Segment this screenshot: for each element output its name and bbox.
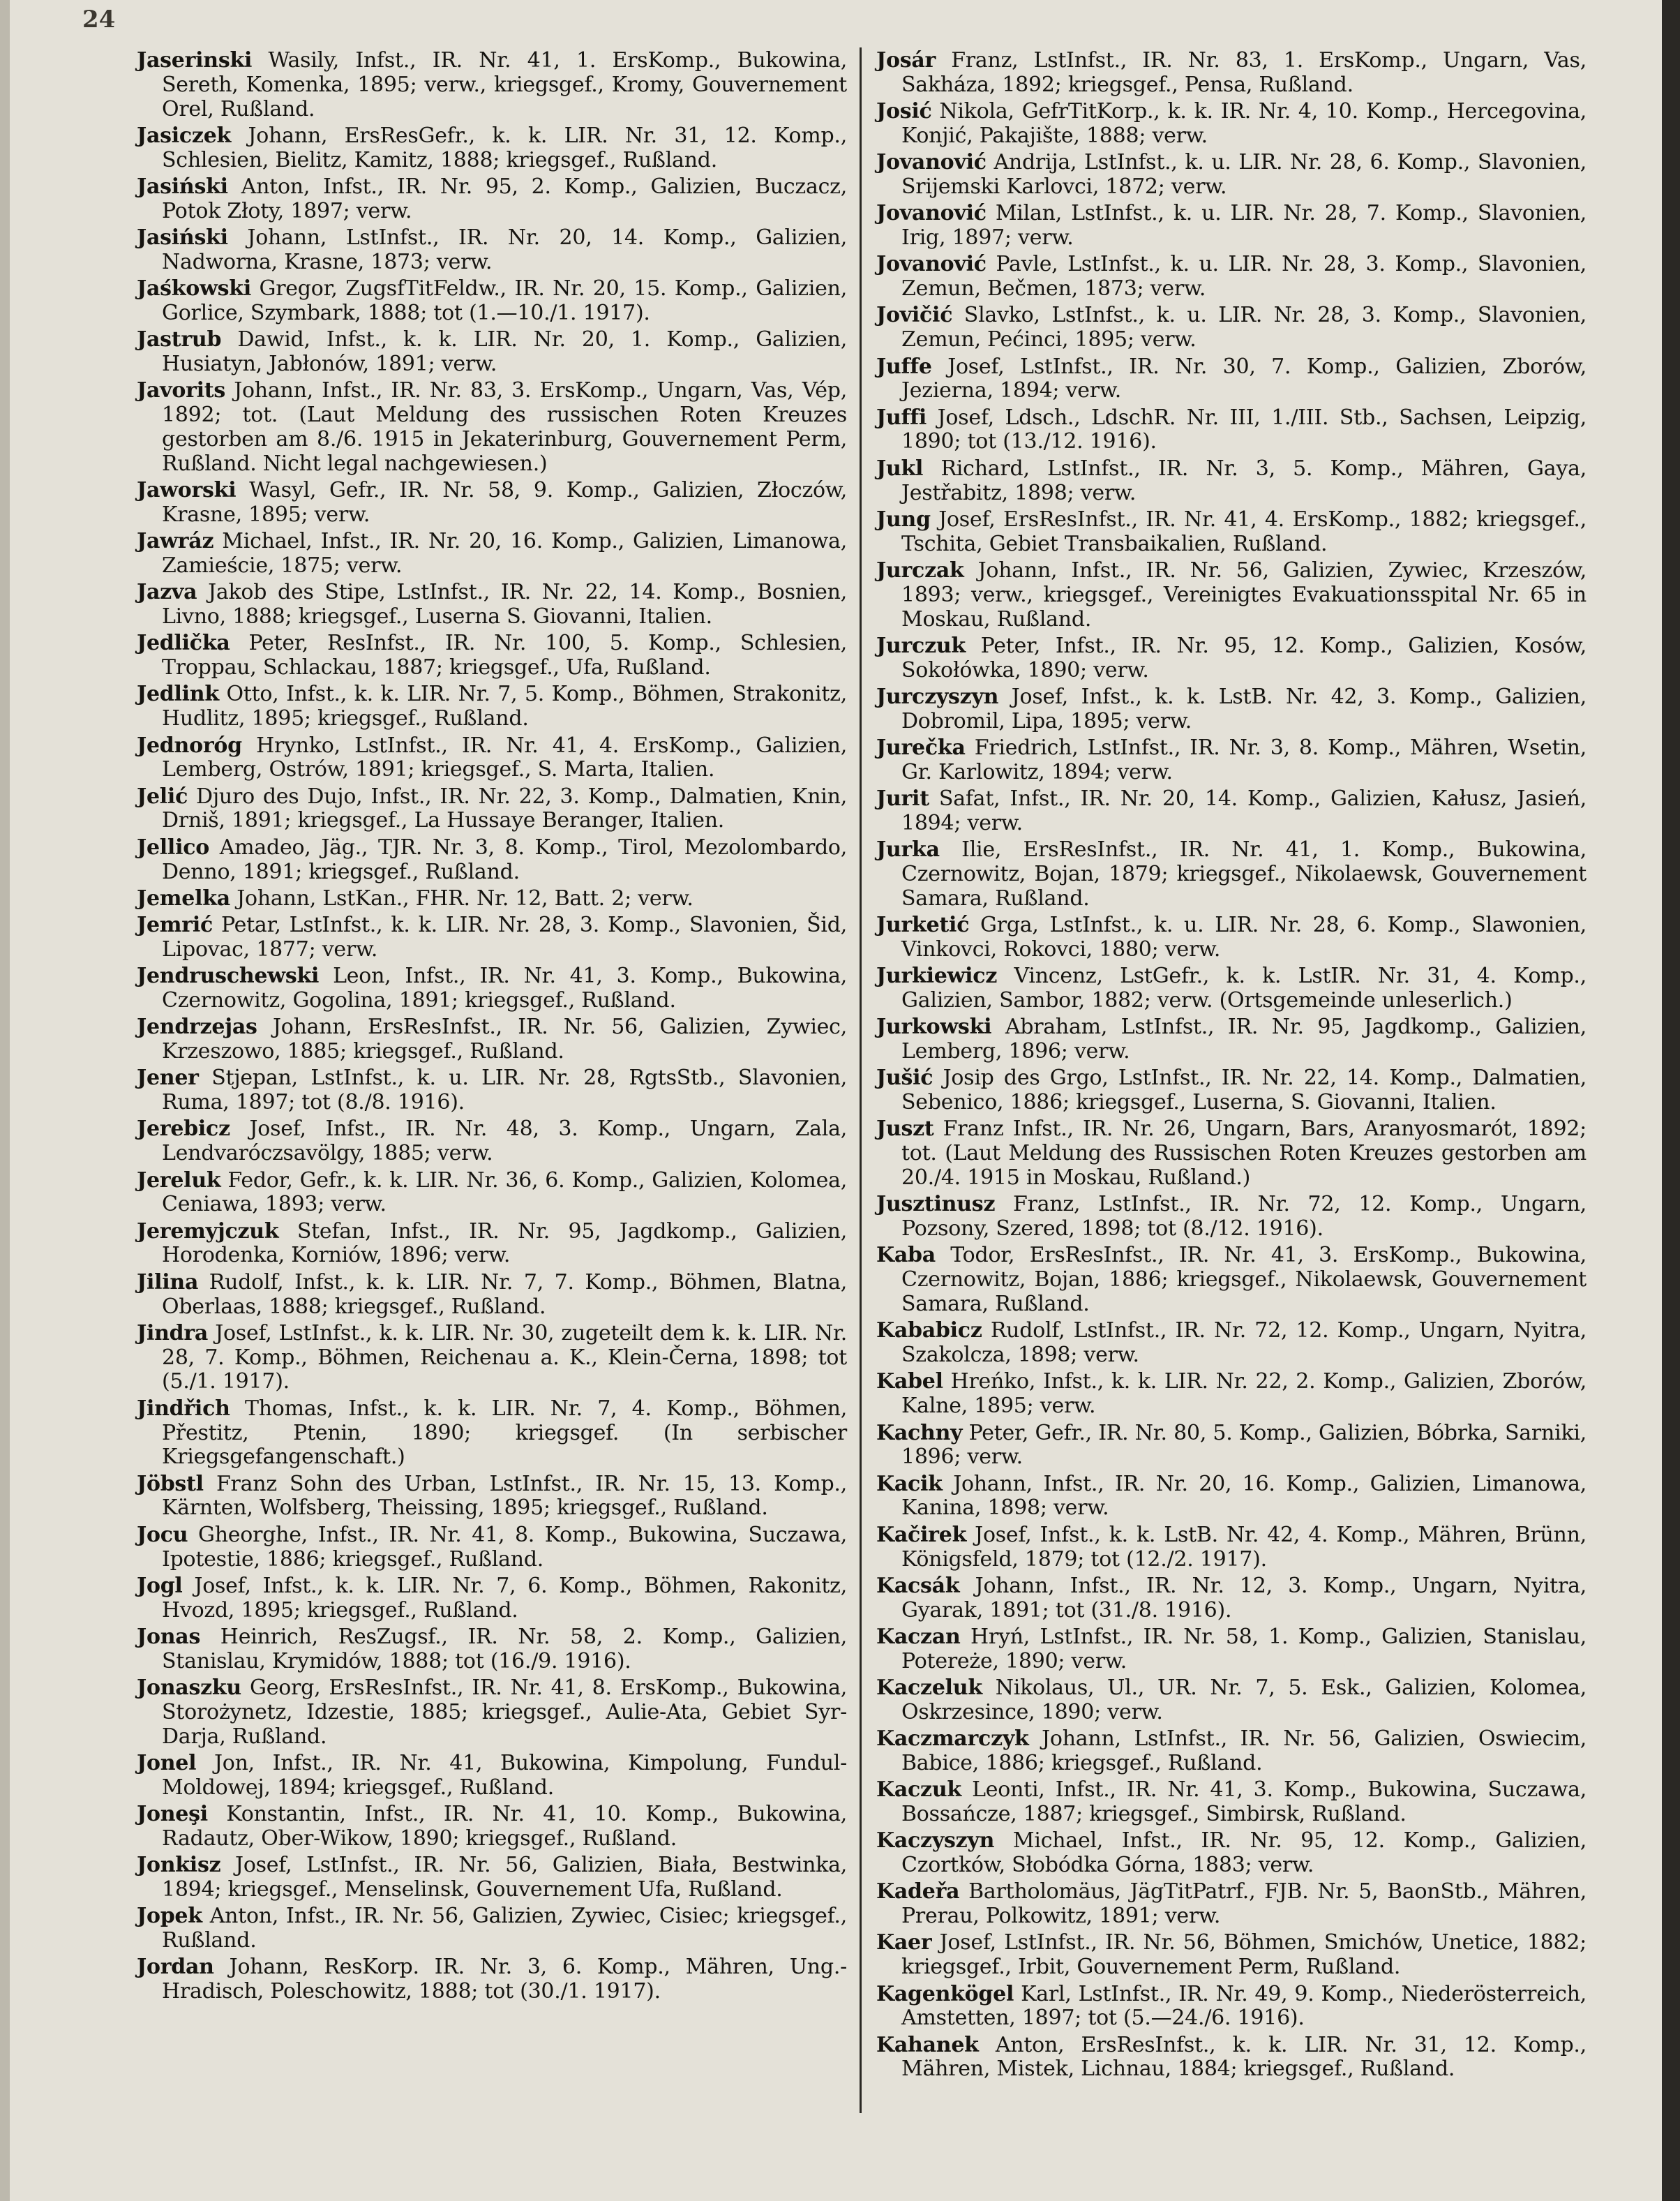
entry-surname: Jereluk — [137, 1167, 221, 1193]
entry-details: Petar, LstInfst., k. k. LIR. Nr. 28, 3. Komp., Slavonien, Šid, Lipovac, 1877; verw. — [162, 913, 847, 962]
entry-details: Johann, ErsResGefr., k. k. LIR. Nr. 31, 12. Komp., Schlesien, Bielitz, Kamitz, 1888; kriegsgef., Rußland. — [162, 123, 847, 172]
list-entry — [137, 836, 847, 885]
list-entry — [876, 559, 1587, 632]
list-entry — [137, 682, 847, 731]
entry-surname: Jurczak — [876, 558, 964, 583]
entry-details: Peter, Infst., IR. Nr. 95, 12. Komp., Galizien, Kosów, Sokołówka, 1890; verw. — [901, 633, 1587, 682]
entry-details: Thomas, Infst., k. k. LIR. Nr. 7, 4. Komp., Böhmen, Přestitz, Ptenin, 1890; kriegsgef. (In serbischer Kriegsgefangenschaft.) — [162, 1396, 847, 1470]
entry-surname: Kacsák — [876, 1573, 960, 1598]
entry-surname: Jaworski — [137, 478, 237, 503]
entry-details: Johann, LstInfst., IR. Nr. 20, 14. Komp., Galizien, Nadworna, Krasne, 1873; verw. — [162, 225, 847, 274]
entry-surname: Kačirek — [876, 1522, 967, 1547]
list-entry — [137, 328, 847, 377]
entry-surname: Jerebicz — [137, 1117, 230, 1142]
list-entry — [137, 581, 847, 629]
entry-surname: Jusztinusz — [876, 1192, 996, 1217]
list-entry — [137, 1752, 847, 1800]
entry-details: Johann, ResKorp. IR. Nr. 3, 6. Komp., Mähren, Ung.-Hradisch, Poleschowitz, 1888; tot (30./1. 1917). — [162, 1955, 847, 2004]
entry-surname: Jurečka — [876, 736, 966, 761]
list-entry — [876, 838, 1587, 911]
entry-surname: Jung — [876, 507, 931, 532]
entry-surname: Juffi — [876, 405, 927, 430]
column-divider — [860, 47, 862, 2113]
entry-details: Friedrich, LstInfst., IR. Nr. 3, 8. Komp., Mähren, Wsetin, Gr. Karlowitz, 1894; verw. — [901, 736, 1587, 784]
entry-details: Peter, ResInfst., IR. Nr. 100, 5. Komp., Schlesien, Troppau, Schlackau, 1887; kriegsgef., Ufa, Rußland. — [162, 631, 847, 680]
entry-surname: Jaśkowski — [137, 276, 251, 301]
list-entry — [137, 1676, 847, 1749]
entry-surname: Jurketić — [876, 913, 970, 938]
entry-details: Franz Sohn des Urban, LstInfst., IR. Nr. 15, 13. Komp., Kärnten, Wolfsberg, Theissing, 1895; kriegsgef., Rußland. — [162, 1471, 847, 1521]
list-entry — [137, 1803, 847, 1851]
entry-surname: Jurit — [876, 786, 929, 812]
list-entry — [137, 1625, 847, 1674]
entry-surname: Jeremyjczuk — [137, 1218, 279, 1244]
list-entry — [137, 1853, 847, 1902]
entry-details: Wasyl, Gefr., IR. Nr. 58, 9. Komp., Galizien, Złoczów, Krasne, 1895; verw. — [162, 478, 847, 527]
entry-surname: Jazva — [137, 580, 197, 605]
entry-details: Rudolf, LstInfst., IR. Nr. 72, 12. Komp., Ungarn, Nyitra, Szakolcza, 1898; verw. — [901, 1318, 1587, 1368]
list-entry — [137, 964, 847, 1013]
list-entry — [876, 304, 1587, 352]
entry-details: Konstantin, Infst., IR. Nr. 41, 10. Komp., Bukowina, Radautz, Ober-Wikow, 1890; kriegsgef., Rußland. — [162, 1801, 847, 1851]
list-entry — [876, 1880, 1587, 1929]
list-entry — [876, 1727, 1587, 1776]
list-entry — [876, 1523, 1587, 1572]
list-entry — [876, 2034, 1587, 2082]
entry-details: Abraham, LstInfst., IR. Nr. 95, Jagdkomp., Galizien, Lemberg, 1896; verw. — [901, 1015, 1587, 1064]
entry-details: Georg, ErsResInfst., IR. Nr. 41, 8. ErsKomp., Bukowina, Storożynetz, Idzestie, 1885; kriegsgef., Aulie-Ata, Gebiet Syr-Darja, Rußland. — [162, 1676, 847, 1749]
entry-surname: Jurkowski — [876, 1015, 992, 1040]
page-number: 24 — [82, 6, 116, 33]
entry-surname: Josár — [876, 48, 936, 73]
entry-surname: Jonel — [137, 1750, 197, 1775]
page-left-edge — [0, 0, 10, 2201]
list-entry — [137, 479, 847, 528]
entry-surname: Jurkiewicz — [876, 964, 998, 989]
entry-details: Milan, LstInfst., k. u. LIR. Nr. 28, 7. Komp., Slavonien, Irig, 1897; verw. — [901, 201, 1587, 251]
list-entry — [137, 785, 847, 834]
list-entry — [876, 1983, 1587, 2031]
list-entry — [137, 1955, 847, 2004]
entry-surname: Kaczyszyn — [876, 1828, 995, 1853]
entry-surname: Jastrub — [137, 327, 222, 352]
entry-details: Pavle, LstInfst., k. u. LIR. Nr. 28, 3. Komp., Slavonien, Zemun, Bečmen, 1873; verw. — [901, 252, 1587, 301]
entry-surname: Jendrzejas — [137, 1015, 257, 1040]
list-entry — [876, 406, 1587, 455]
entry-details: Josef, LstInfst., IR. Nr. 56, Galizien, Biała, Bestwinka, 1894; kriegsgef., Menselinsk, Gouvernement Ufa, Rußland. — [162, 1853, 847, 1902]
entry-details: Josef, Infst., IR. Nr. 48, 3. Komp., Ungarn, Zala, Lendvaróczsavölgy, 1885; verw. — [162, 1117, 847, 1166]
entry-details: Slavko, LstInfst., k. u. LIR. Nr. 28, 3. Komp., Slavonien, Zemun, Pećinci, 1895; verw. — [901, 303, 1587, 352]
right-column — [876, 49, 1587, 2084]
entry-details: Grga, LstInfst., k. u. LIR. Nr. 28, 6. Komp., Slawonien, Vinkovci, Rokovci, 1880; verw. — [901, 913, 1587, 962]
list-entry — [137, 1523, 847, 1572]
left-column — [137, 49, 847, 2006]
list-entry — [137, 226, 847, 275]
entry-surname: Jasiński — [137, 174, 228, 199]
list-entry — [876, 1574, 1587, 1623]
entry-surname: Kaczeluk — [876, 1676, 982, 1700]
entry-surname: Kadeřa — [876, 1879, 960, 1904]
list-entry — [876, 964, 1587, 1013]
entry-details: Otto, Infst., k. k. LIR. Nr. 7, 5. Komp., Böhmen, Strakonitz, Hudlitz, 1895; kriegsgef., Rußland. — [162, 682, 847, 731]
entry-surname: Jemrić — [137, 913, 213, 938]
entry-details: Richard, LstInfst., IR. Nr. 3, 5. Komp., Mähren, Gaya, Jestřabitz, 1898; verw. — [901, 456, 1587, 505]
list-entry — [876, 1676, 1587, 1725]
entry-details: Rudolf, Infst., k. k. LIR. Nr. 7, 7. Komp., Böhmen, Blatna, Oberlaas, 1888; kriegsgef., Rußland. — [162, 1269, 847, 1319]
entry-details: Johann, ErsResInfst., IR. Nr. 56, Galizien, Zywiec, Krzeszowo, 1885; kriegsgef., Rußland. — [162, 1015, 847, 1064]
entry-details: Josef, LstInfst., IR. Nr. 56, Böhmen, Smichów, Unetice, 1882; kriegsgef., Irbit, Gouvernement Perm, Rußland. — [901, 1930, 1587, 1980]
entry-surname: Kabel — [876, 1369, 943, 1394]
list-entry — [876, 253, 1587, 301]
entry-details: Josef, Infst., k. k. LstB. Nr. 42, 3. Komp., Galizien, Dobromil, Lipa, 1895; verw. — [901, 684, 1587, 733]
entry-surname: Jopek — [137, 1904, 202, 1929]
list-entry — [876, 1015, 1587, 1064]
list-entry — [876, 913, 1587, 962]
entry-details: Johann, Infst., IR. Nr. 83, 3. ErsKomp., Ungarn, Vas, Vép, 1892; tot. (Laut Meldung des russischen Roten Kreuzes gestorben am 8./6. 1915 in Jekaterinburg, Gouvernement Perm, Rußland. Nicht legal nachgewiesen.) — [162, 378, 847, 476]
entry-details: Gregor, ZugsfTitFeldw., IR. Nr. 20, 15. Komp., Galizien, Gorlice, Szymbark, 1888; tot (1.—10./1. 1917). — [162, 276, 847, 325]
entry-surname: Kaczuk — [876, 1777, 961, 1803]
list-entry — [876, 1625, 1587, 1674]
entry-surname: Jasiczek — [137, 123, 232, 148]
entry-details: Nikola, GefrTitKorp., k. k. IR. Nr. 4, 10. Komp., Hercegovina, Konjić, Pakajište, 1888; verw. — [901, 99, 1587, 148]
entry-surname: Jovanović — [876, 150, 987, 175]
entry-details: Josef, ErsResInfst., IR. Nr. 41, 4. ErsKomp., 1882; kriegsgef., Tschita, Gebiet Transbaikalien, Rußland. — [901, 507, 1587, 556]
entry-details: Gheorghe, Infst., IR. Nr. 41, 8. Komp., Bukowina, Suczawa, Ipotestie, 1886; kriegsgef., Rußland. — [162, 1522, 847, 1572]
entry-surname: Jonas — [137, 1624, 201, 1649]
entry-details: Todor, ErsResInfst., IR. Nr. 41, 3. ErsKomp., Bukowina, Czernowitz, Bojan, 1886; kriegsgef., Nikolaewsk, Gouvernement Samara, Rußland. — [901, 1243, 1587, 1317]
list-entry — [137, 913, 847, 962]
entry-surname: Jilina — [137, 1269, 199, 1295]
entry-surname: Juszt — [876, 1117, 934, 1142]
list-entry — [876, 1244, 1587, 1316]
list-entry — [876, 685, 1587, 734]
entry-surname: Jonkisz — [137, 1853, 221, 1878]
list-entry — [876, 100, 1587, 149]
entry-details: Jon, Infst., IR. Nr. 41, Bukowina, Kimpolung, Fundul-Moldowej, 1894; kriegsgef., Rußland. — [162, 1750, 847, 1800]
entry-details: Johann, LstInfst., IR. Nr. 56, Galizien, Oswiecim, Babice, 1886; kriegsgef., Rußland. — [901, 1726, 1587, 1775]
list-entry — [137, 1066, 847, 1115]
entry-surname: Javorits — [137, 378, 226, 403]
list-entry — [137, 124, 847, 173]
list-entry — [137, 49, 847, 121]
list-entry — [876, 457, 1587, 506]
entry-details: Bartholomäus, JägTitPatrf., FJB. Nr. 5, BaonStb., Mähren, Prerau, Polkowitz, 1891; verw. — [901, 1879, 1587, 1929]
entry-surname: Jurczuk — [876, 633, 966, 658]
list-entry — [137, 379, 847, 476]
entry-details: Karl, LstInfst., IR. Nr. 49, 9. Komp., Niederösterreich, Amstetten, 1897; tot (5.—24./6. 1916). — [901, 1981, 1587, 2031]
entry-details: Hrynko, LstInfst., IR. Nr. 41, 4. ErsKomp., Galizien, Lemberg, Ostrów, 1891; kriegsgef., S. Marta, Italien. — [162, 733, 847, 782]
entry-details: Leonti, Infst., IR. Nr. 41, 3. Komp., Bukowina, Suczawa, Bossańcze, 1887; kriegsgef., Simbirsk, Rußland. — [901, 1777, 1587, 1826]
list-entry — [137, 1574, 847, 1623]
entry-surname: Jordan — [137, 1955, 214, 1980]
entry-details: Andrija, LstInfst., k. u. LIR. Nr. 28, 6. Komp., Slavonien, Srijemski Karlovci, 1872; verw. — [901, 150, 1587, 199]
entry-surname: Jellico — [137, 835, 209, 860]
entry-surname: Jawráz — [137, 529, 214, 554]
entry-surname: Jušić — [876, 1066, 933, 1091]
list-entry — [876, 1931, 1587, 1980]
entry-details: Safat, Infst., IR. Nr. 20, 14. Komp., Galizien, Kałusz, Jasień, 1894; verw. — [901, 786, 1587, 835]
list-entry — [137, 1904, 847, 1953]
entry-details: Johann, Infst., IR. Nr. 12, 3. Komp., Ungarn, Nyitra, Gyarak, 1891; tot (31./8. 1916). — [901, 1573, 1587, 1622]
entry-surname: Kaba — [876, 1243, 936, 1268]
entry-surname: Jelić — [137, 784, 188, 809]
entry-surname: Kababicz — [876, 1318, 982, 1343]
entry-details: Hryń, LstInfst., IR. Nr. 58, 1. Komp., Galizien, Stanislau, Potereże, 1890; verw. — [901, 1624, 1587, 1673]
entry-details: Johann, LstKan., FHR. Nr. 12, Batt. 2; verw. — [230, 886, 693, 911]
list-entry — [876, 1066, 1587, 1115]
entry-details: Michael, Infst., IR. Nr. 95, 12. Komp., Galizien, Czortków, Słobódka Górna, 1883; verw. — [901, 1828, 1587, 1878]
entry-surname: Joneşi — [137, 1801, 208, 1826]
entry-details: Jakob des Stipe, LstInfst., IR. Nr. 22, 14. Komp., Bosnien, Livno, 1888; kriegsgef., Luserna S. Giovanni, Italien. — [162, 580, 847, 629]
entry-details: Johann, Infst., IR. Nr. 56, Galizien, Zywiec, Krzeszów, 1893; verw., kriegsgef., Vereinigtes Evakuationsspital Nr. 65 in Moskau, Rußland. — [901, 558, 1587, 632]
list-entry — [876, 1472, 1587, 1521]
entry-surname: Jasiński — [137, 225, 228, 251]
entry-details: Anton, ErsResInfst., k. k. LIR. Nr. 31, 12. Komp., Mähren, Mistek, Lichnau, 1884; kriegsgef., Rußland. — [901, 2032, 1587, 2082]
list-entry — [876, 634, 1587, 683]
entry-details: Franz, LstInfst., IR. Nr. 72, 12. Komp., Ungarn, Pozsony, Szered, 1898; tot (8./12. 1916). — [901, 1192, 1587, 1241]
list-entry — [876, 1422, 1587, 1470]
entry-surname: Jednoróg — [137, 733, 242, 758]
list-entry — [876, 1117, 1587, 1190]
entry-details: Djuro des Dujo, Infst., IR. Nr. 22, 3. Komp., Dalmatien, Knin, Drniš, 1891; kriegsgef., La Hussaye Beranger, Italien. — [162, 784, 847, 833]
entry-surname: Kaczan — [876, 1624, 961, 1649]
entry-details: Josef, Ldsch., LdschR. Nr. III, 1./III. Stb., Sachsen, Leipzig, 1890; tot (13./12. 1916). — [901, 405, 1587, 454]
entry-details: Anton, Infst., IR. Nr. 95, 2. Komp., Galizien, Buczacz, Potok Złoty, 1897; verw. — [162, 174, 847, 223]
list-entry — [876, 1370, 1587, 1419]
entry-surname: Jonaszku — [137, 1676, 241, 1700]
entry-surname: Jaserinski — [137, 48, 253, 73]
list-entry — [876, 151, 1587, 200]
list-entry — [137, 887, 847, 911]
entry-details: Leon, Infst., IR. Nr. 41, 3. Komp., Bukowina, Czernowitz, Gogolina, 1891; kriegsgef., Rußland. — [162, 964, 847, 1013]
entry-surname: Jindřich — [137, 1396, 230, 1421]
list-entry — [876, 355, 1587, 404]
entry-details: Josef, Infst., k. k. LstB. Nr. 42, 4. Komp., Mähren, Brünn, Königsfeld, 1879; tot (12./2. 1917). — [901, 1522, 1587, 1572]
entry-surname: Jovanović — [876, 201, 987, 226]
entry-details: Vincenz, LstGefr., k. k. LstIR. Nr. 31, 4. Komp., Galizien, Sambor, 1882; verw. (Ortsgemeinde unleserlich.) — [901, 964, 1587, 1013]
list-entry — [137, 1169, 847, 1218]
entry-surname: Jovičić — [876, 303, 953, 328]
entry-details: Michael, Infst., IR. Nr. 20, 16. Komp., Galizien, Limanowa, Zamieście, 1875; verw. — [162, 529, 847, 578]
entry-surname: Kaczmarczyk — [876, 1726, 1029, 1752]
page-right-edge — [1662, 0, 1680, 2201]
entry-details: Franz, LstInfst., IR. Nr. 83, 1. ErsKomp., Ungarn, Vas, Sakháza, 1892; kriegsgef., Pensa, Rußland. — [901, 48, 1587, 97]
entry-surname: Jener — [137, 1066, 199, 1091]
entry-details: Josef, LstInfst., k. k. LIR. Nr. 30, zugeteilt dem k. k. LIR. Nr. 28, 7. Komp., Böhmen, Reichenau a. K., Klein-Černa, 1898; tot (5./1. 1917). — [162, 1320, 847, 1394]
entry-details: Amadeo, Jäg., TJR. Nr. 3, 8. Komp., Tirol, Mezolombardo, Denno, 1891; kriegsgef., Rußland. — [162, 835, 847, 884]
entry-details: Josef, Infst., k. k. LIR. Nr. 7, 6. Komp., Böhmen, Rakonitz, Hvozd, 1895; kriegsgef., Rußland. — [162, 1573, 847, 1622]
entry-details: Stjepan, LstInfst., k. u. LIR. Nr. 28, RgtsStb., Slavonien, Ruma, 1897; tot (8./8. 1916). — [162, 1066, 847, 1115]
entry-surname: Jogl — [137, 1573, 183, 1598]
entry-details: Ilie, ErsResInfst., IR. Nr. 41, 1. Komp., Bukowina, Czernowitz, Bojan, 1879; kriegsgef., Nikolaewsk, Gouvernement Samara, Rußland. — [901, 837, 1587, 911]
list-entry — [137, 1220, 847, 1269]
entry-details: Stefan, Infst., IR. Nr. 95, Jagdkomp., Galizien, Horodenka, Korniów, 1896; verw. — [162, 1218, 847, 1268]
entry-surname: Josić — [876, 99, 932, 124]
entry-surname: Jukl — [876, 456, 924, 481]
list-entry — [137, 632, 847, 680]
entry-details: Anton, Infst., IR. Nr. 56, Galizien, Zywiec, Cisiec; kriegsgef., Rußland. — [162, 1904, 847, 1953]
list-entry — [137, 277, 847, 326]
list-entry — [876, 1778, 1587, 1827]
entry-surname: Juffe — [876, 354, 932, 379]
entry-surname: Jurka — [876, 837, 940, 863]
list-entry — [137, 1472, 847, 1521]
list-entry — [876, 787, 1587, 836]
list-entry — [137, 1117, 847, 1166]
entry-details: Wasily, Infst., IR. Nr. 41, 1. ErsKomp., Bukowina, Sereth, Komenka, 1895; verw., kriegsgef., Kromy, Gouvernement Orel, Rußland. — [162, 48, 847, 121]
entry-details: Heinrich, ResZugsf., IR. Nr. 58, 2. Komp., Galizien, Stanislau, Krymidów, 1888; tot (16./9. 1916). — [162, 1624, 847, 1673]
list-entry — [876, 508, 1587, 557]
entry-surname: Kahanek — [876, 2032, 979, 2057]
list-entry — [137, 734, 847, 783]
entry-surname: Jöbstl — [137, 1471, 204, 1496]
entry-details: Hreńko, Infst., k. k. LIR. Nr. 22, 2. Komp., Galizien, Zborów, Kalne, 1895; verw. — [901, 1369, 1587, 1419]
entry-details: Johann, Infst., IR. Nr. 20, 16. Komp., Galizien, Limanowa, Kanina, 1898; verw. — [901, 1471, 1587, 1521]
list-entry — [876, 49, 1587, 98]
entry-surname: Jendruschewski — [137, 964, 320, 989]
entry-surname: Kacik — [876, 1471, 943, 1496]
list-entry — [137, 1015, 847, 1064]
list-entry — [876, 1193, 1587, 1241]
entry-details: Fedor, Gefr., k. k. LIR. Nr. 36, 6. Komp., Galizien, Kolomea, Ceniawa, 1893; verw. — [162, 1167, 847, 1217]
entry-details: Dawid, Infst., k. k. LIR. Nr. 20, 1. Komp., Galizien, Husiatyn, Jabłonów, 1891; verw. — [162, 327, 847, 377]
entry-surname: Jedlička — [137, 631, 230, 656]
list-entry — [137, 175, 847, 224]
entry-surname: Jindra — [137, 1320, 209, 1345]
list-entry — [876, 736, 1587, 785]
entry-surname: Jurczyszyn — [876, 684, 999, 709]
list-entry — [876, 1829, 1587, 1878]
entry-details: Josef, LstInfst., IR. Nr. 30, 7. Komp., Galizien, Zborów, Jezierna, 1894; verw. — [901, 354, 1587, 403]
list-entry — [137, 1397, 847, 1470]
list-entry — [137, 1322, 847, 1394]
entry-surname: Jemelka — [137, 886, 230, 911]
entry-surname: Jedlink — [137, 682, 219, 707]
entry-details: Josip des Grgo, LstInfst., IR. Nr. 22, 14. Komp., Dalmatien, Sebenico, 1886; kriegsgef., Luserna, S. Giovanni, Italien. — [901, 1066, 1587, 1115]
list-entry — [137, 1271, 847, 1320]
entry-surname: Kagenkögel — [876, 1981, 1014, 2006]
entry-details: Franz Infst., IR. Nr. 26, Ungarn, Bars, Aranyosmarót, 1892; tot. (Laut Meldung des Russischen Roten Kreuzes gestorben am 20./4. 1915 in Moskau, Rußland.) — [901, 1117, 1587, 1191]
entry-surname: Kaer — [876, 1930, 932, 1955]
entry-surname: Jocu — [137, 1522, 188, 1547]
list-entry — [876, 202, 1587, 251]
list-entry — [137, 530, 847, 579]
entry-surname: Kachny — [876, 1420, 963, 1445]
entry-details: Peter, Gefr., IR. Nr. 80, 5. Komp., Galizien, Bóbrka, Sarniki, 1896; verw. — [901, 1420, 1587, 1470]
entry-details: Nikolaus, Ul., UR. Nr. 7, 5. Esk., Galizien, Kolomea, Oskrzesince, 1890; verw. — [901, 1676, 1587, 1724]
list-entry — [876, 1319, 1587, 1368]
entry-surname: Jovanović — [876, 252, 987, 277]
